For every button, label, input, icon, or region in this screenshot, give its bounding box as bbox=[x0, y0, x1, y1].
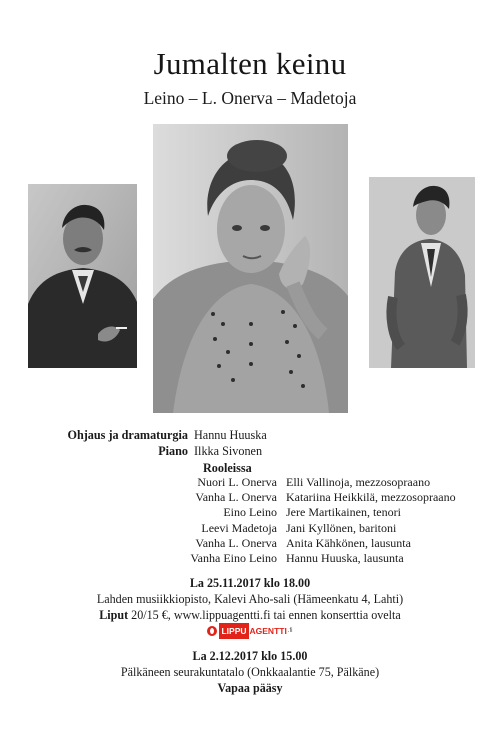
tickets-text: 20/15 €, www.lippuagentti.fi tai ennen konserttia ovelta bbox=[131, 608, 401, 622]
tickets-line bbox=[0, 607, 500, 623]
logo-suffix: .fi bbox=[287, 628, 293, 634]
credit-role: Ohjaus ja dramaturgia bbox=[67, 428, 188, 442]
cast-role: Vanha L. Onerva bbox=[195, 535, 277, 550]
cast-role: Nuori L. Onerva bbox=[197, 475, 277, 489]
portrait-l-onerva bbox=[153, 124, 348, 413]
cast-role: Eino Leino bbox=[223, 505, 277, 520]
tickets-label: Liput bbox=[99, 608, 129, 622]
cast-performer: Jani Kyllönen, baritoni bbox=[286, 520, 397, 535]
cast-performer: Jere Martikainen, tenori bbox=[286, 505, 401, 520]
event-date: La 25.11.2017 klo 18.00 bbox=[189, 576, 311, 590]
cast-row bbox=[0, 490, 500, 505]
logo-part-agentti: AGENTTI bbox=[249, 626, 287, 636]
cast-row bbox=[0, 536, 500, 551]
credits bbox=[0, 428, 500, 459]
event-venue: Pälkäneen seurakuntatalo (Onkkaalantie 75, Pälkäne) bbox=[120, 665, 380, 679]
lippuagentti-logo bbox=[207, 623, 292, 639]
logo-line bbox=[0, 623, 500, 639]
ticket-icon bbox=[207, 626, 217, 636]
credit-row bbox=[0, 428, 500, 444]
event-palkane bbox=[0, 648, 500, 696]
cast-performer: Hannu Huuska, lausunta bbox=[286, 550, 404, 565]
portrait-leevi-madetoja bbox=[369, 177, 475, 368]
credit-name: Hannu Huuska bbox=[194, 428, 267, 442]
poster-subtitle: Leino – L. Onerva – Madetoja bbox=[143, 88, 357, 108]
credit-row bbox=[0, 444, 500, 460]
cast-role: Vanha L. Onerva bbox=[195, 490, 277, 505]
credit-name: Ilkka Sivonen bbox=[194, 443, 263, 458]
cast-row bbox=[0, 475, 500, 490]
event-venue: Lahden musiikkiopisto, Kalevi Aho-sali (Hämeenkatu 4, Lahti) bbox=[96, 592, 404, 606]
logo-part-lippu: LIPPU bbox=[219, 623, 248, 639]
cast-role: Vanha Eino Leino bbox=[190, 550, 277, 565]
roles-heading: Rooleissa bbox=[203, 461, 252, 475]
cast-performer: Elli Vallinoja, mezzosopraano bbox=[286, 475, 431, 489]
admission: Vapaa pääsy bbox=[217, 681, 283, 695]
cast-performer: Anita Kähkönen, lausunta bbox=[286, 535, 411, 550]
credit-role: Piano bbox=[158, 443, 188, 458]
event-lahti bbox=[0, 575, 500, 639]
cast-role: Leevi Madetoja bbox=[201, 520, 277, 535]
cast-row bbox=[0, 505, 500, 520]
cast-performer: Katariina Heikkilä, mezzosopraano bbox=[286, 490, 456, 505]
cast-row bbox=[0, 551, 500, 566]
poster-title: Jumalten keinu bbox=[153, 46, 347, 81]
cast-row bbox=[0, 521, 500, 536]
portrait-eino-leino bbox=[28, 184, 137, 368]
event-date: La 2.12.2017 klo 15.00 bbox=[192, 649, 308, 663]
cast-list bbox=[0, 475, 500, 566]
